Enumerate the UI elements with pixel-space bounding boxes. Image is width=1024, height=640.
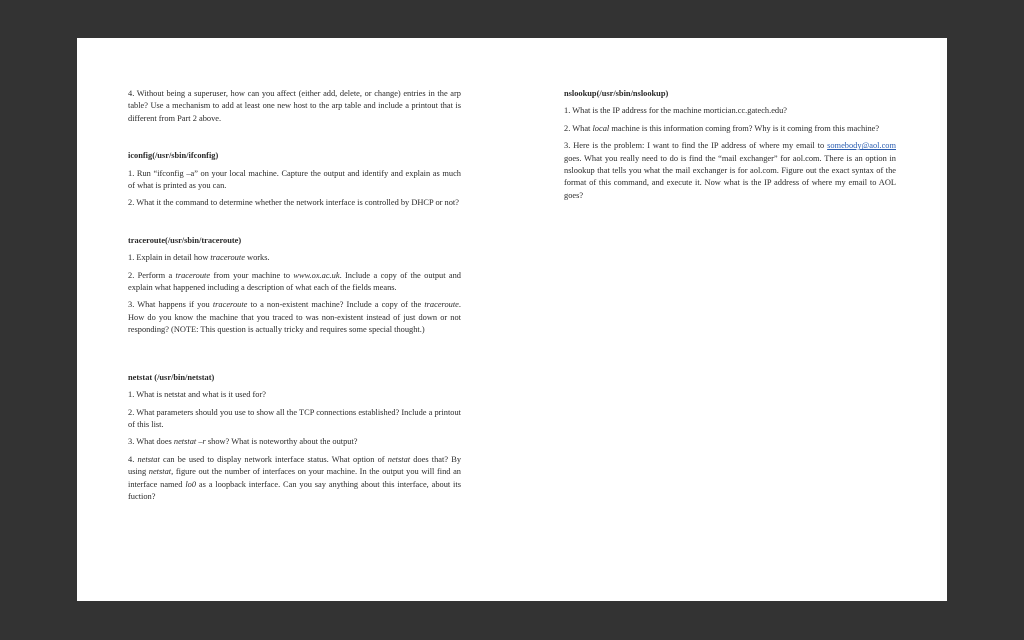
ifconfig-question-1: 1. Run “ifconfig –a” on your local machine. Capture the output and identify and explain as much of what is printed as you can. xyxy=(128,168,461,191)
right-column xyxy=(564,88,896,207)
traceroute-question-1: 1. Explain in detail how traceroute works. xyxy=(128,253,270,263)
nslookup-question-2: 2. What local machine is this information coming from? Why is it coming from this machine? xyxy=(564,123,880,133)
netstat-heading: netstat (/usr/bin/netstat) xyxy=(128,372,215,382)
traceroute-heading: traceroute(/usr/sbin/traceroute) xyxy=(128,235,242,245)
document-page xyxy=(77,38,947,601)
arp-question-4: 4. Without being a superuser, how can you affect (either add, delete, or change) entries in the arp table? Use a mechanism to add at least one new host to the arp table and include a printout that is different from Part 2 above. xyxy=(128,89,461,123)
traceroute-question-3: 3. What happens if you traceroute to a non-existent machine? Include a copy of the traceroute. How do you know the machine that you traced to was non-existent instead of just down or not responding? (NOTE: This question is actually tricky and requires some special thought.) xyxy=(128,300,461,335)
nslookup-question-3: 3. Here is the problem: I want to find the IP address of where my email to somebody@aol.com goes. What you really need to do is find the “mail exchanger” for aol.com. There is an option in nslookup that tells you what the mail exchanger is for aol.com. Figure out the exact syntax of the format of this command, and execute it. Now what is the IP address of where my email to AOL goes? xyxy=(564,141,896,200)
ifconfig-heading: iconfig(/usr/sbin/ifconfig) xyxy=(128,151,219,161)
nslookup-heading: nslookup(/usr/sbin/nslookup) xyxy=(564,89,669,98)
ifconfig-question-2: 2. What it the command to determine whether the network interface is controlled by DHCP or not? xyxy=(128,198,459,208)
email-link[interactable]: somebody@aol.com xyxy=(827,141,896,151)
nslookup-question-1: 1. What is the IP address for the machine mortician.cc.gatech.edu? xyxy=(564,106,788,116)
netstat-question-2: 2. What parameters should you use to show all the TCP connections established? Include a printout of this list. xyxy=(128,407,461,429)
netstat-question-3: 3. What does netstat –r show? What is noteworthy about the output? xyxy=(128,437,358,447)
traceroute-question-2: 2. Perform a traceroute from your machine to www.ox.ac.uk. Include a copy of the output and explain what happened including a description of what each of the fields means. xyxy=(128,270,461,293)
netstat-question-4: 4. netstat can be used to display network interface status. What option of netstat does that? By using netstat, figure out the number of interfaces on your machine. In the output you will find an interface named lo0 as a loopback interface. Can you say anything about this interface, about its fuction? xyxy=(128,454,462,501)
netstat-question-1: 1. What is netstat and what is it used for? xyxy=(128,390,267,400)
left-column xyxy=(128,88,461,508)
